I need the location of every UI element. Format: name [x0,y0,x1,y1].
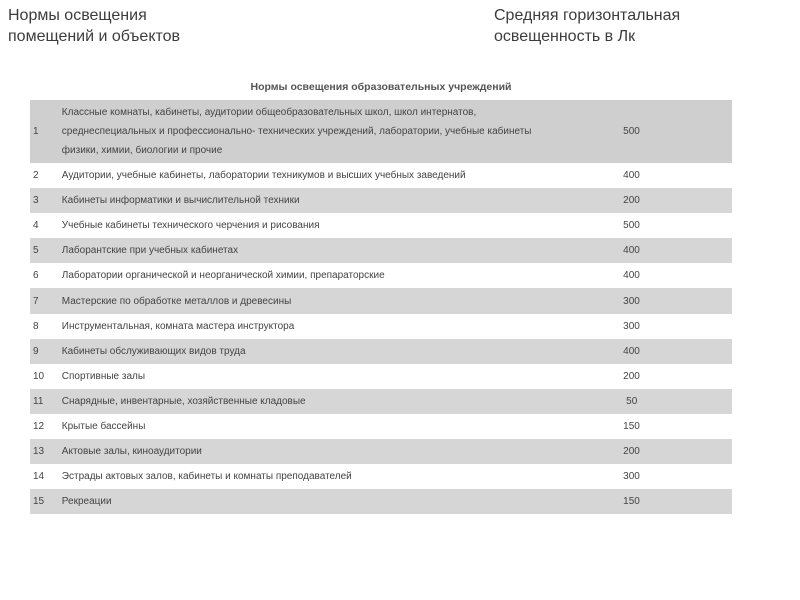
row-name: Снарядные, инвентарные, хозяйственные кладовые [62,389,593,414]
table-row [30,238,732,263]
row-number: 8 [33,320,39,332]
header-right [494,5,794,47]
header-right-line2: освещенность в Лк [494,28,636,45]
row-number: 13 [30,439,62,464]
table-row [30,213,732,238]
table-row [30,100,732,163]
header-left-line1: Нормы освещения [8,7,147,24]
row-number: 10 [33,370,45,382]
table-row [30,263,732,288]
row-number: 15 [30,489,62,514]
table-row [30,339,732,364]
row-number: 3 [30,188,62,213]
table-row [30,464,732,489]
table-row [30,489,732,514]
row-number: 12 [33,420,45,432]
row-lux: 500 [623,220,640,232]
row-number: 14 [33,471,45,483]
table-row [30,163,732,188]
row-lux: 200 [623,370,640,382]
row-name: Учебные кабинеты технического черчения и рисования [61,220,320,232]
row-number: 4 [33,220,39,232]
row-name-line: физики, химии, биологии и прочие [61,145,223,156]
header-left-line2: помещений и объектов [8,28,181,45]
row-lux: 200 [593,188,732,213]
row-lux: 400 [623,270,640,282]
row-lux: 300 [593,288,732,313]
row-lux: 200 [593,439,732,464]
row-number: 6 [33,270,39,282]
table-title: Нормы освещения образовательных учреждений [250,81,512,93]
row-name: Кабинеты информатики и вычислительной техники [62,188,593,213]
table-row [30,288,732,313]
row-name-line: среднеспециальных и профессионально- технических учреждений, лаборатории, учебные кабинеты [61,126,532,137]
row-name: Лаборантские при учебных кабинетах [62,238,593,263]
table-row [30,439,732,464]
table-row [30,364,732,389]
row-name [62,100,593,163]
row-number: 5 [30,238,62,263]
row-number: 2 [33,170,39,182]
row-name: Спортивные залы [61,370,146,382]
row-name: Инструментальная, комната мастера инструктора [61,320,295,332]
table-row [30,188,732,213]
header-left [8,5,268,47]
row-name: Аудитории, учебные кабинеты, лаборатории техникумов и высших учебных заведений [61,170,466,182]
row-name: Актовые залы, киноаудитории [62,439,593,464]
row-lux: 300 [623,320,640,332]
table-row [30,389,732,414]
row-name: Рекреации [62,489,593,514]
row-lux: 300 [623,471,640,483]
header-right-line1: Средняя горизонтальная [494,7,681,24]
row-number: 11 [30,389,62,414]
row-name: Лаборатории органической и неорганической химии, препараторские [61,270,385,282]
row-name-line: Классные комнаты, кабинеты, аудитории общеобразовательных школ, школ интернатов, [61,107,477,118]
row-name: Мастерские по обработке металлов и древесины [62,288,593,313]
row-lux: 400 [623,170,640,182]
table-row [30,414,732,439]
row-number: 7 [30,288,62,313]
row-lux: 150 [593,489,732,514]
row-name: Кабинеты обслуживающих видов труда [62,339,593,364]
row-number: 1 [30,100,62,163]
norms-table [30,100,732,514]
row-lux: 150 [623,420,640,432]
row-name: Эстрады актовых залов, кабинеты и комнаты преподавателей [61,471,352,483]
table-row [30,314,732,339]
row-lux: 400 [593,339,732,364]
row-lux: 50 [593,389,732,414]
row-number: 9 [30,339,62,364]
row-lux: 400 [593,238,732,263]
row-name: Крытые бассейны [61,420,146,432]
row-lux: 500 [593,100,732,163]
